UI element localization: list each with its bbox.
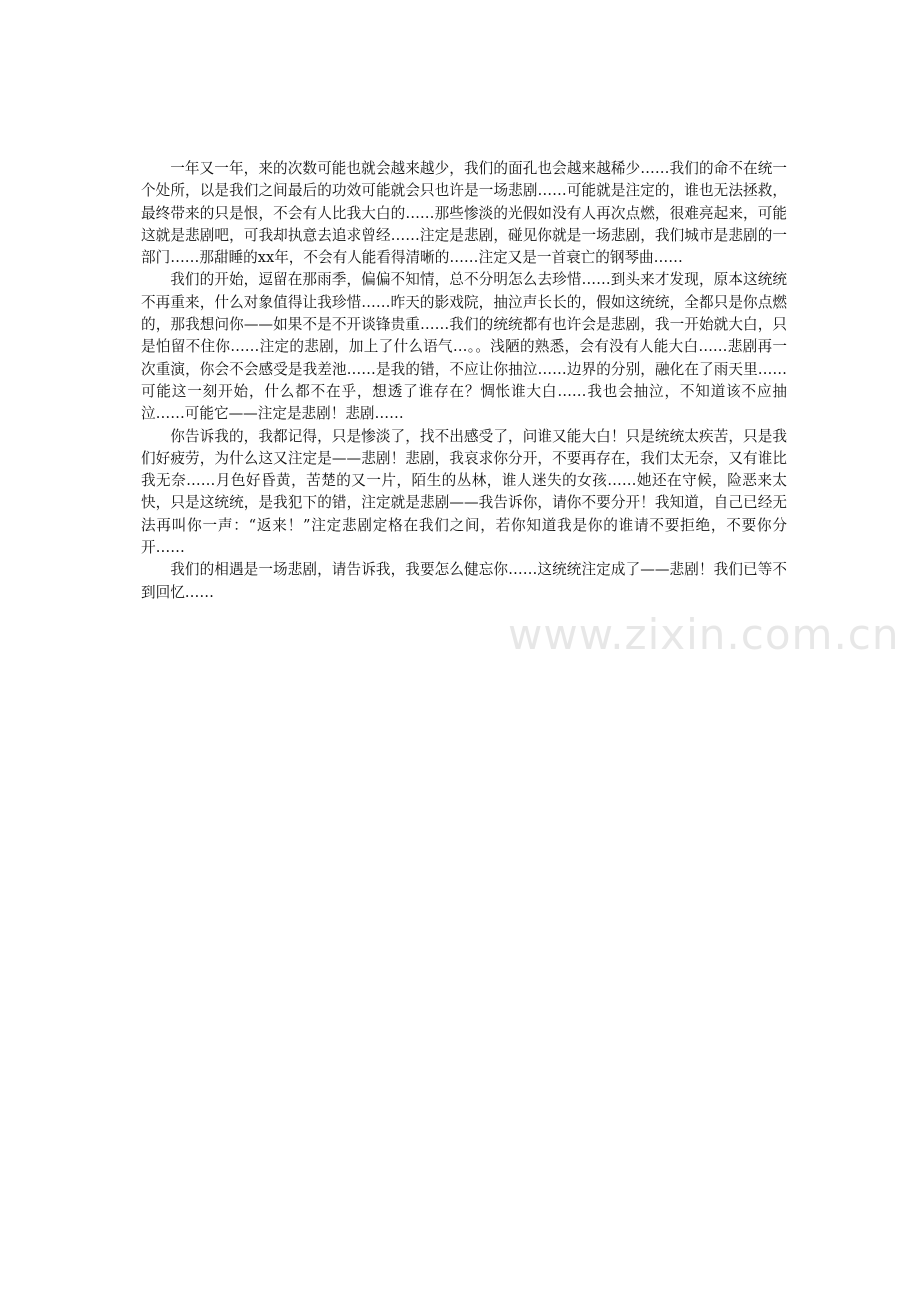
- paragraph-4: 我们的相遇是一场悲剧，请告诉我，我要怎么健忘你……这统统注定成了——悲剧！我们已等不到回忆……: [141, 561, 787, 601]
- document-body: [141, 158, 787, 604]
- paragraph-1: 一年又一年，来的次数可能也就会越来越少，我们的面孔也会越来越稀少……我们的命不在统一个处所，以是我们之间最后的功效可能就会只也许是一场悲剧……可能就是注定的，谁也无法拯救，最终带来的只是恨，不会有人比我大白的……那些惨淡的光假如没有人再次点燃，很难亮起来，可能这就是悲剧吧，可我却执意去追求曾经……注定是悲剧，碰见你就是一场悲剧，我们城市是悲剧的一部门……那甜睡的xx年，不会有人能看得清晰的……注定又是一首衰亡的钢琴曲……: [141, 160, 787, 267]
- paragraph-3: 你告诉我的，我都记得，只是惨淡了，找不出感受了，问谁又能大白！只是统统太疾苦，只是我们好疲劳，为什么这又注定是——悲剧！悲剧，我哀求你分开，不要再存在，我们太无奈，又有谁比我无奈……月色好昏黄，苦楚的又一片，陌生的丛林，谁人迷失的女孩……她还在守候，险恶来太快，只是这统统，是我犯下的错，注定就是悲剧——我告诉你，请你不要分开！我知道，自己已经无法再叫你一声：“返来！”注定悲剧定格在我们之间，若你知道我是你的谁请不要拒绝，不要你分开……: [141, 427, 787, 557]
- watermark-text: www.zixin.com.cn: [508, 610, 900, 659]
- paragraph-2: 我们的开始，逗留在那雨季，偏偏不知情，总不分明怎么去珍惜……到头来才发现，原本这统统不再重来，什么对象值得让我珍惜……昨天的影戏院，抽泣声长长的，假如这统统，全都只是你点燃的，那我想问你——如果不是不开谈锋贵重……我们的统统都有也许会是悲剧，我一开始就大白，只是怕留不住你……注定的悲剧，加上了什么语气…。。浅陋的熟悉，会有没有人能大白……悲剧再一次重演，你会不会感受是我差池……是我的错，不应让你抽泣……边界的分别，融化在了雨天里……可能这一刻开始，什么都不在乎，想透了谁存在？惆怅谁大白……我也会抽泣，不知道该不应抽泣……可能它——注定是悲剧！悲剧……: [141, 271, 787, 423]
